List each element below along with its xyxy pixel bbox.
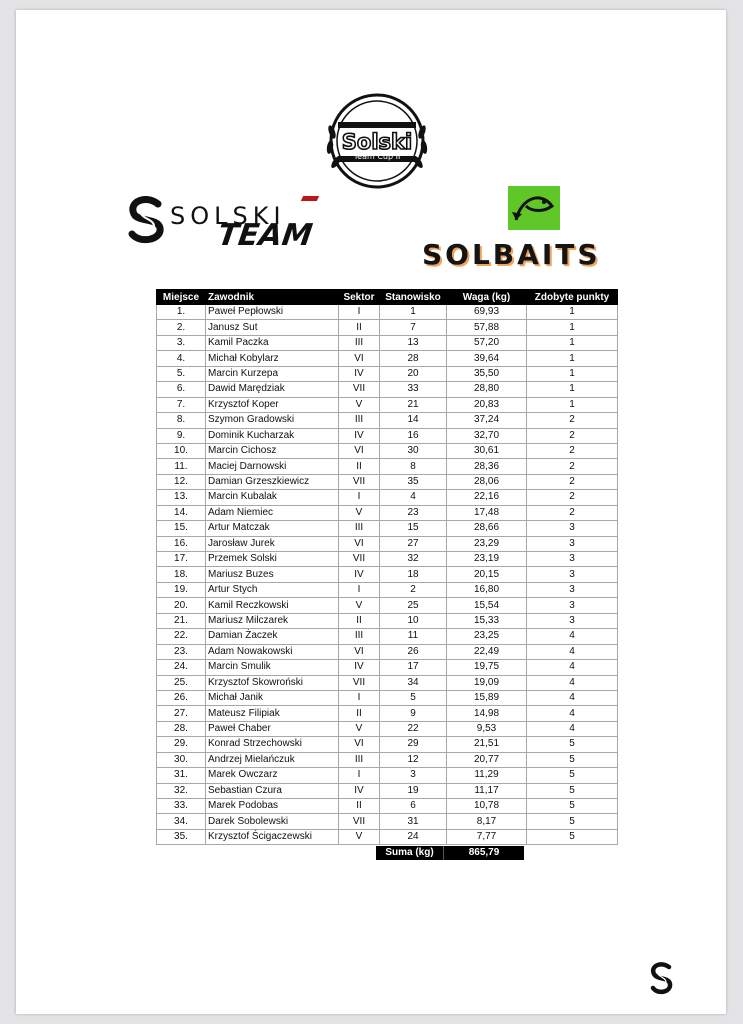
cell-sector: I: [339, 582, 380, 597]
table-row: [157, 582, 618, 597]
cell-weight: 23,29: [447, 536, 527, 551]
cell-competitor: Mateusz Filipiak: [206, 706, 339, 721]
cell-points: 3: [527, 613, 618, 628]
cell-weight: 23,19: [447, 552, 527, 567]
cell-competitor: Marcin Kubalak: [206, 490, 339, 505]
cell-competitor: Michał Kobylarz: [206, 351, 339, 366]
cell-points: 2: [527, 413, 618, 428]
cell-weight: 15,33: [447, 613, 527, 628]
cell-points: 4: [527, 675, 618, 690]
cell-competitor: Paweł Pepłowski: [206, 305, 339, 320]
cell-points: 4: [527, 629, 618, 644]
cell-points: 2: [527, 490, 618, 505]
cell-peg: 24: [380, 829, 447, 844]
cell-competitor: Marcin Kurzepa: [206, 366, 339, 381]
header-waga: Waga (kg): [447, 290, 527, 305]
table-header-row: [157, 290, 618, 305]
table-row: [157, 721, 618, 736]
cell-weight: 19,75: [447, 660, 527, 675]
cell-sector: VII: [339, 814, 380, 829]
cell-competitor: Michał Janik: [206, 690, 339, 705]
cell-competitor: Maciej Darnowski: [206, 459, 339, 474]
cell-place: 32.: [157, 783, 206, 798]
cell-peg: 27: [380, 536, 447, 551]
cell-peg: 32: [380, 552, 447, 567]
cell-points: 5: [527, 799, 618, 814]
cell-points: 2: [527, 474, 618, 489]
cell-sector: VI: [339, 536, 380, 551]
cell-weight: 30,61: [447, 443, 527, 458]
cell-competitor: Marcin Smulik: [206, 660, 339, 675]
solski-team-cup-emblem: [316, 92, 438, 190]
fish-icon: [508, 186, 560, 230]
cell-peg: 14: [380, 413, 447, 428]
cell-points: 5: [527, 768, 618, 783]
table-row: [157, 814, 618, 829]
cell-place: 25.: [157, 675, 206, 690]
cell-weight: 57,20: [447, 335, 527, 350]
cell-sector: II: [339, 706, 380, 721]
cell-peg: 19: [380, 783, 447, 798]
cell-sector: IV: [339, 567, 380, 582]
table-row: [157, 521, 618, 536]
header-stanowisko: Stanowisko: [380, 290, 447, 305]
cell-sector: I: [339, 305, 380, 320]
cell-peg: 21: [380, 397, 447, 412]
cell-place: 12.: [157, 474, 206, 489]
cell-weight: 39,64: [447, 351, 527, 366]
solski-s-icon: [648, 962, 674, 996]
cell-sector: III: [339, 629, 380, 644]
cell-peg: 33: [380, 382, 447, 397]
cell-points: 2: [527, 443, 618, 458]
cell-peg: 11: [380, 629, 447, 644]
cell-points: 1: [527, 305, 618, 320]
cell-peg: 15: [380, 521, 447, 536]
cell-competitor: Janusz Sut: [206, 320, 339, 335]
table-row: [157, 768, 618, 783]
cell-weight: 17,48: [447, 505, 527, 520]
cell-sector: V: [339, 598, 380, 613]
cell-competitor: Dawid Marędziak: [206, 382, 339, 397]
table-row: [157, 737, 618, 752]
cell-points: 1: [527, 366, 618, 381]
cell-points: 2: [527, 428, 618, 443]
cell-peg: 25: [380, 598, 447, 613]
cell-place: 5.: [157, 366, 206, 381]
cell-sector: V: [339, 397, 380, 412]
cell-weight: 7,77: [447, 829, 527, 844]
cell-sector: II: [339, 613, 380, 628]
header-miejsce: Miejsce: [157, 290, 206, 305]
cell-place: 35.: [157, 829, 206, 844]
table-row: [157, 505, 618, 520]
cell-place: 23.: [157, 644, 206, 659]
cell-points: 1: [527, 335, 618, 350]
cell-place: 29.: [157, 737, 206, 752]
cell-place: 17.: [157, 552, 206, 567]
table-row: [157, 305, 618, 320]
cell-peg: 23: [380, 505, 447, 520]
cell-weight: 28,36: [447, 459, 527, 474]
red-accent-mark: [301, 196, 319, 201]
cell-competitor: Mariusz Milczarek: [206, 613, 339, 628]
cell-competitor: Adam Niemiec: [206, 505, 339, 520]
cell-points: 1: [527, 397, 618, 412]
cell-peg: 29: [380, 737, 447, 752]
cell-competitor: Krzysztof Koper: [206, 397, 339, 412]
sum-value: 865,79: [443, 846, 524, 860]
cell-peg: 2: [380, 582, 447, 597]
cell-place: 14.: [157, 505, 206, 520]
cell-competitor: Artur Matczak: [206, 521, 339, 536]
cell-sector: IV: [339, 428, 380, 443]
cell-sector: V: [339, 505, 380, 520]
cell-points: 3: [527, 598, 618, 613]
cell-points: 4: [527, 644, 618, 659]
cell-place: 20.: [157, 598, 206, 613]
table-row: [157, 799, 618, 814]
table-row: [157, 536, 618, 551]
table-row: [157, 335, 618, 350]
cell-peg: 30: [380, 443, 447, 458]
cell-sector: VI: [339, 737, 380, 752]
cell-peg: 13: [380, 335, 447, 350]
cell-sector: I: [339, 490, 380, 505]
table-row: [157, 752, 618, 767]
solski-s-icon: [124, 196, 168, 244]
cell-place: 31.: [157, 768, 206, 783]
table-row: [157, 598, 618, 613]
table-row: [157, 675, 618, 690]
cell-competitor: Kamil Paczka: [206, 335, 339, 350]
results-page: [16, 10, 726, 1014]
cell-weight: 8,17: [447, 814, 527, 829]
cell-competitor: Jarosław Jurek: [206, 536, 339, 551]
cell-competitor: Krzysztof Ścigaczewski: [206, 829, 339, 844]
cell-peg: 3: [380, 768, 447, 783]
cell-points: 4: [527, 660, 618, 675]
cell-place: 24.: [157, 660, 206, 675]
cell-place: 22.: [157, 629, 206, 644]
header-zdobyte-punkty: Zdobyte punkty: [527, 290, 618, 305]
table-row: [157, 459, 618, 474]
cell-place: 21.: [157, 613, 206, 628]
solbaits-wordmark: SOLBAITS: [422, 238, 601, 271]
table-row: [157, 567, 618, 582]
cell-sector: V: [339, 721, 380, 736]
cell-points: 4: [527, 721, 618, 736]
cell-points: 2: [527, 459, 618, 474]
cell-points: 2: [527, 505, 618, 520]
cell-sector: IV: [339, 366, 380, 381]
cell-weight: 20,15: [447, 567, 527, 582]
cell-competitor: Darek Sobolewski: [206, 814, 339, 829]
cell-sector: II: [339, 320, 380, 335]
cell-peg: 12: [380, 752, 447, 767]
cell-competitor: Przemek Solski: [206, 552, 339, 567]
cell-points: 3: [527, 567, 618, 582]
cell-peg: 31: [380, 814, 447, 829]
cell-competitor: Mariusz Buzes: [206, 567, 339, 582]
solski-wordmark: SOLSKI: [170, 202, 286, 230]
cell-competitor: Damian Grzeszkiewicz: [206, 474, 339, 489]
cell-points: 5: [527, 829, 618, 844]
cell-weight: 19,09: [447, 675, 527, 690]
cell-competitor: Krzysztof Skowroński: [206, 675, 339, 690]
cell-weight: 10,78: [447, 799, 527, 814]
cell-sector: I: [339, 768, 380, 783]
cell-sector: IV: [339, 660, 380, 675]
cell-points: 1: [527, 351, 618, 366]
cell-place: 33.: [157, 799, 206, 814]
cell-place: 27.: [157, 706, 206, 721]
cell-place: 15.: [157, 521, 206, 536]
cell-weight: 20,77: [447, 752, 527, 767]
cell-weight: 23,25: [447, 629, 527, 644]
cell-weight: 16,80: [447, 582, 527, 597]
cell-place: 30.: [157, 752, 206, 767]
cell-weight: 28,80: [447, 382, 527, 397]
cell-competitor: Paweł Chaber: [206, 721, 339, 736]
cell-place: 4.: [157, 351, 206, 366]
cell-points: 3: [527, 582, 618, 597]
table-row: [157, 644, 618, 659]
table-row: [157, 428, 618, 443]
emblem-subtitle: Team Cup II: [353, 152, 401, 161]
cell-weight: 11,17: [447, 783, 527, 798]
sum-row: [376, 846, 524, 860]
cell-peg: 18: [380, 567, 447, 582]
cell-weight: 14,98: [447, 706, 527, 721]
cell-place: 6.: [157, 382, 206, 397]
cell-weight: 28,06: [447, 474, 527, 489]
header-sektor: Sektor: [339, 290, 380, 305]
cell-peg: 4: [380, 490, 447, 505]
table-row: [157, 552, 618, 567]
cell-weight: 22,49: [447, 644, 527, 659]
table-row: [157, 490, 618, 505]
cell-place: 2.: [157, 320, 206, 335]
emblem-title: Solski: [341, 130, 413, 154]
cell-sector: III: [339, 413, 380, 428]
cell-peg: 9: [380, 706, 447, 721]
cell-peg: 10: [380, 613, 447, 628]
cell-points: 4: [527, 706, 618, 721]
table-row: [157, 397, 618, 412]
sum-label: Suma (kg): [376, 846, 443, 860]
cell-place: 16.: [157, 536, 206, 551]
cell-weight: 35,50: [447, 366, 527, 381]
header-zawodnik: Zawodnik: [206, 290, 339, 305]
table-row: [157, 474, 618, 489]
cell-competitor: Marcin Cichosz: [206, 443, 339, 458]
cell-weight: 9,53: [447, 721, 527, 736]
cell-weight: 22,16: [447, 490, 527, 505]
table-row: [157, 382, 618, 397]
table-body: [157, 305, 618, 845]
cell-points: 1: [527, 382, 618, 397]
cell-weight: 21,51: [447, 737, 527, 752]
cell-peg: 5: [380, 690, 447, 705]
cell-peg: 6: [380, 799, 447, 814]
cell-weight: 11,29: [447, 768, 527, 783]
cell-sector: IV: [339, 783, 380, 798]
cell-peg: 17: [380, 660, 447, 675]
table-row: [157, 660, 618, 675]
cell-place: 34.: [157, 814, 206, 829]
cell-points: 3: [527, 536, 618, 551]
cell-sector: VI: [339, 644, 380, 659]
cell-points: 1: [527, 320, 618, 335]
cell-place: 18.: [157, 567, 206, 582]
cell-points: 4: [527, 690, 618, 705]
cell-sector: III: [339, 752, 380, 767]
cell-weight: 32,70: [447, 428, 527, 443]
cell-competitor: Marek Podobas: [206, 799, 339, 814]
cell-peg: 8: [380, 459, 447, 474]
cell-peg: 7: [380, 320, 447, 335]
cell-sector: I: [339, 690, 380, 705]
cell-weight: 20,83: [447, 397, 527, 412]
table-row: [157, 413, 618, 428]
cell-points: 3: [527, 521, 618, 536]
cell-sector: VII: [339, 382, 380, 397]
cell-place: 19.: [157, 582, 206, 597]
cell-competitor: Marek Owczarz: [206, 768, 339, 783]
table-row: [157, 366, 618, 381]
cell-points: 5: [527, 814, 618, 829]
cell-weight: 15,89: [447, 690, 527, 705]
cell-sector: VI: [339, 351, 380, 366]
cell-weight: 57,88: [447, 320, 527, 335]
cell-place: 7.: [157, 397, 206, 412]
cell-peg: 20: [380, 366, 447, 381]
cell-competitor: Dominik Kucharzak: [206, 428, 339, 443]
table-row: [157, 629, 618, 644]
cell-place: 26.: [157, 690, 206, 705]
cell-place: 11.: [157, 459, 206, 474]
table-row: [157, 443, 618, 458]
table-row: [157, 783, 618, 798]
cell-place: 10.: [157, 443, 206, 458]
cell-competitor: Adam Nowakowski: [206, 644, 339, 659]
table-row: [157, 829, 618, 844]
table-row: [157, 320, 618, 335]
cell-sector: VII: [339, 552, 380, 567]
cell-place: 13.: [157, 490, 206, 505]
cell-sector: III: [339, 335, 380, 350]
table-row: [157, 706, 618, 721]
cell-sector: V: [339, 829, 380, 844]
cell-points: 5: [527, 783, 618, 798]
cell-competitor: Andrzej Mielańczuk: [206, 752, 339, 767]
cell-place: 3.: [157, 335, 206, 350]
cell-sector: VII: [339, 474, 380, 489]
cell-sector: VII: [339, 675, 380, 690]
cell-weight: 28,66: [447, 521, 527, 536]
cell-points: 5: [527, 752, 618, 767]
cell-sector: II: [339, 799, 380, 814]
cell-competitor: Konrad Strzechowski: [206, 737, 339, 752]
cell-peg: 16: [380, 428, 447, 443]
cell-sector: II: [339, 459, 380, 474]
cell-weight: 37,24: [447, 413, 527, 428]
cell-place: 8.: [157, 413, 206, 428]
cell-points: 5: [527, 737, 618, 752]
cell-peg: 26: [380, 644, 447, 659]
results-table: [156, 289, 618, 845]
cell-peg: 28: [380, 351, 447, 366]
table-row: [157, 613, 618, 628]
cell-sector: III: [339, 521, 380, 536]
table-row: [157, 351, 618, 366]
table-row: [157, 690, 618, 705]
cell-weight: 15,54: [447, 598, 527, 613]
solski-team-logo: [124, 196, 334, 256]
cell-peg: 22: [380, 721, 447, 736]
cell-place: 9.: [157, 428, 206, 443]
cell-weight: 69,93: [447, 305, 527, 320]
cell-peg: 35: [380, 474, 447, 489]
cell-sector: VI: [339, 443, 380, 458]
cell-competitor: Damian Żaczek: [206, 629, 339, 644]
cell-competitor: Artur Stych: [206, 582, 339, 597]
cell-points: 3: [527, 552, 618, 567]
cell-competitor: Sebastian Czura: [206, 783, 339, 798]
team-wordmark: TEAM: [215, 218, 315, 253]
cell-competitor: Szymon Gradowski: [206, 413, 339, 428]
cell-place: 28.: [157, 721, 206, 736]
cell-peg: 1: [380, 305, 447, 320]
cell-place: 1.: [157, 305, 206, 320]
cell-competitor: Kamil Reczkowski: [206, 598, 339, 613]
cell-peg: 34: [380, 675, 447, 690]
